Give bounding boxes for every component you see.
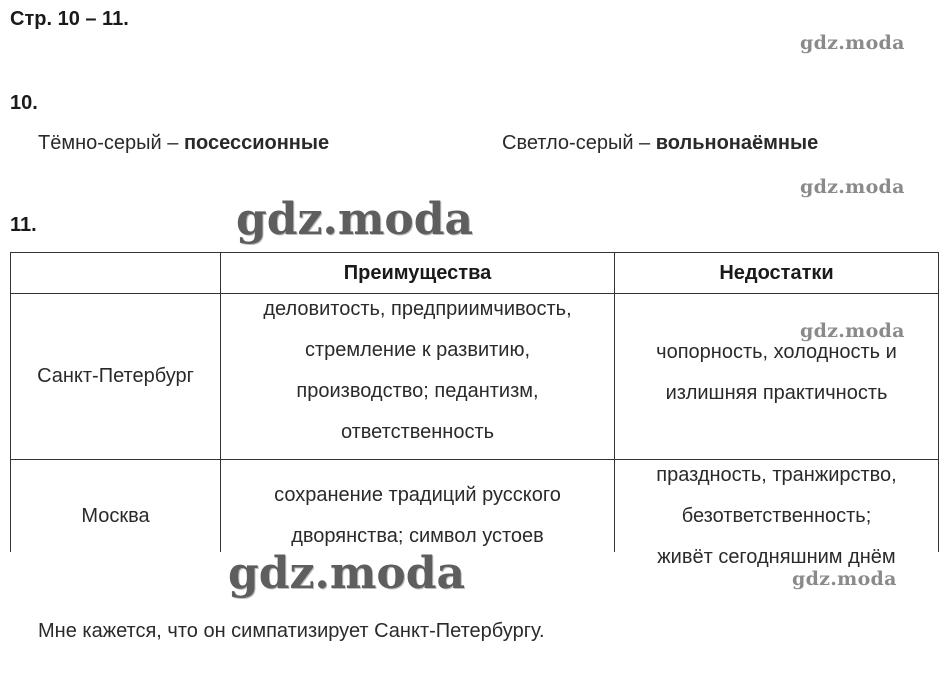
watermark-bottom: gdz.moda — [792, 568, 897, 590]
task-11-conclusion: Мне кажется, что он симпатизирует Санкт-Петербургу. — [38, 620, 545, 642]
table-cell-spb-advantages — [221, 288, 614, 453]
advantages-line: сохранение традиций русского — [274, 484, 561, 506]
table-header-advantages: Преимущества — [343, 261, 492, 284]
task-10-left-answer — [38, 132, 329, 155]
disadvantages-line: излишняя практичность — [665, 381, 888, 404]
table-header-disadvantages: Недостатки — [719, 261, 834, 284]
watermark-table: gdz.moda — [800, 320, 905, 342]
advantages-line: ответственность — [340, 420, 495, 443]
task-10-right-answer — [502, 132, 818, 155]
city-name: Санкт-Петербург — [37, 365, 194, 387]
advantages-line: дворянства; символ устоев — [291, 525, 544, 547]
task-11-number: 11. — [10, 214, 37, 236]
advantages-line: стремление к развитию, — [304, 338, 531, 361]
disadvantages-line: живёт сегодняшним днём — [657, 545, 896, 568]
disadvantages-line: чопорность, холодность и — [656, 340, 897, 363]
table-cell-spb-disadvantages — [615, 290, 938, 455]
task-10-left-value: посессионные — [183, 132, 330, 154]
table-cell-moscow-advantages — [221, 474, 614, 558]
task-10-right-label: Светло-серый – — [502, 132, 656, 154]
advantages-line: производство; педантизм, — [296, 379, 539, 402]
disadvantages-line: безответственность; — [681, 504, 872, 527]
watermark-large-upper: gdz.moda — [236, 194, 474, 245]
page-title: Стр. 10 – 11. — [10, 8, 129, 30]
task-10-left-label: Тёмно-серый – — [38, 132, 184, 154]
watermark-top: gdz.moda — [800, 32, 905, 54]
task-10-right-value: вольнонаёмные — [655, 132, 819, 154]
watermark-large-lower: gdz.moda — [228, 548, 466, 599]
task-10-number: 10. — [10, 92, 38, 114]
table-cell-city-moscow — [11, 460, 220, 572]
disadvantages-line: праздность, транжирство, — [656, 463, 897, 486]
table-border-right — [938, 252, 939, 552]
table-cell-moscow-disadvantages — [615, 454, 938, 578]
city-name: Москва — [81, 504, 150, 527]
table-cell-city-spb — [11, 294, 220, 459]
watermark-middle: gdz.moda — [800, 176, 905, 198]
advantages-line: деловитость, предприимчивость, — [263, 297, 572, 320]
